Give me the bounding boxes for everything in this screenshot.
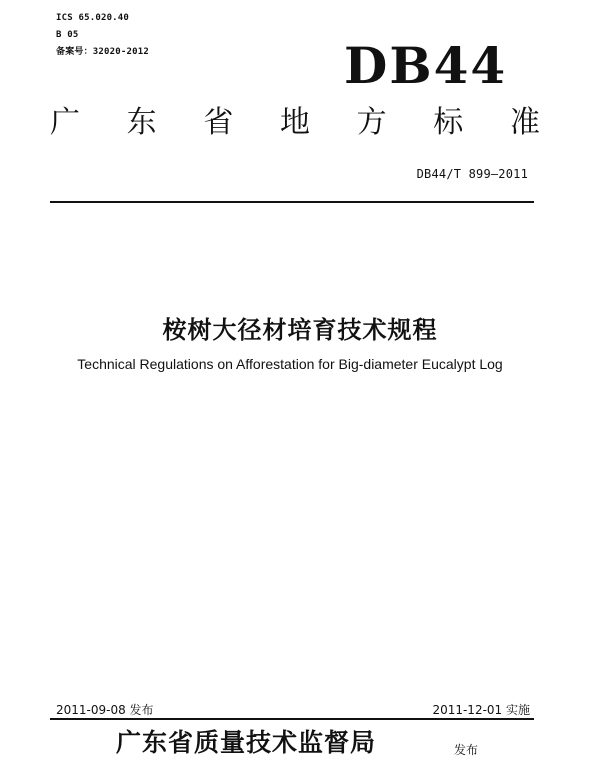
record-number: 备案号：32020-2012	[56, 47, 149, 57]
top-divider	[50, 201, 534, 203]
issue-label: 发布	[454, 743, 479, 757]
standard-type-char: 地	[279, 105, 310, 140]
standard-type-char: 省	[203, 105, 234, 140]
standard-type-char: 准	[509, 105, 540, 140]
title-chinese: 桉树大径材培育技术规程	[162, 316, 438, 344]
standard-type-char: 东	[126, 105, 157, 140]
bottom-divider	[50, 718, 534, 720]
ics-code: ICS 65.020.40	[56, 13, 130, 23]
effective-date: 2011-12-01 实施	[432, 703, 530, 717]
standard-type-char: 标	[433, 105, 464, 140]
db44-logo: DB44	[344, 36, 508, 95]
classification-code: B 05	[56, 30, 79, 40]
title-english: Technical Regulations on Afforestation for Big-diameter Eucalypt Log	[77, 356, 503, 372]
standard-type-heading	[50, 104, 540, 142]
standard-type-char: 广	[50, 105, 80, 140]
standard-number: DB44/T 899—2011	[416, 167, 528, 181]
publish-date: 2011-09-08 发布	[56, 703, 154, 717]
standard-type-char: 方	[356, 105, 387, 140]
issuer-name: 广东省质量技术监督局	[116, 728, 377, 757]
